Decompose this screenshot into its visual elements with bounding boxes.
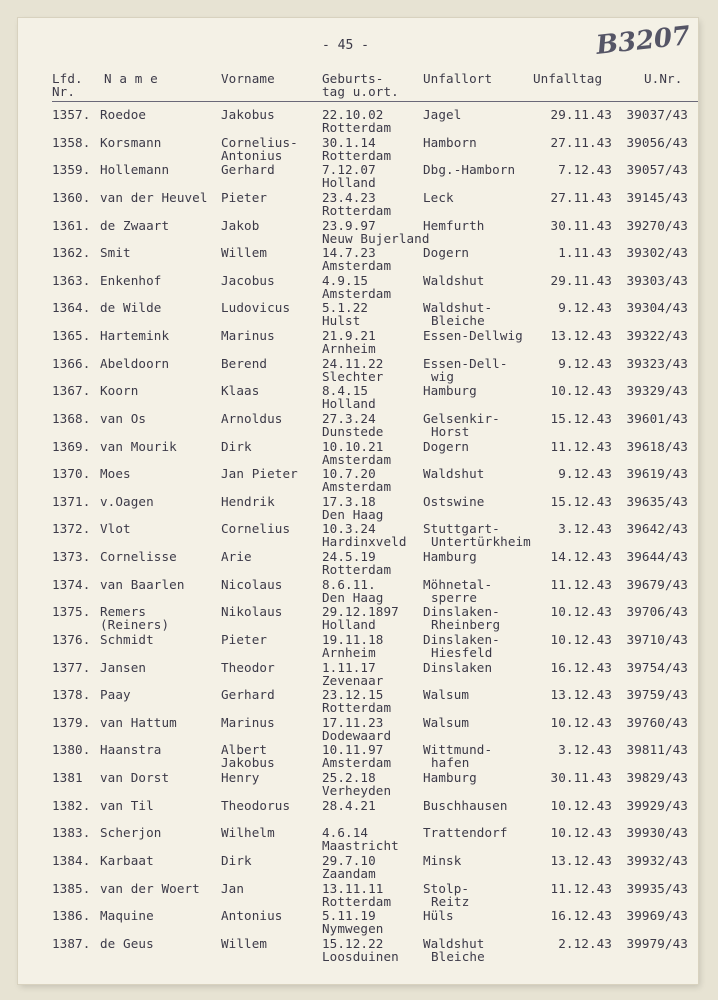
cell-gd: 17.11.23	[322, 715, 384, 730]
cell-name: de Wilde	[100, 300, 162, 315]
cell-unr: 39930/43	[626, 825, 688, 840]
cell-gd2: Arnheim	[322, 341, 376, 356]
cell-ort: Jagel	[423, 107, 462, 122]
cell-unr: 39329/43	[626, 383, 688, 398]
cell-name: Abeldoorn	[100, 356, 170, 371]
cell-nr: 1362.	[52, 245, 91, 260]
cell-vorname2: Antonius	[221, 148, 283, 163]
cell-unr: 39642/43	[626, 521, 688, 536]
cell-ort2: sperre	[431, 590, 478, 605]
cell-gd2: Rotterdam	[322, 120, 392, 135]
cell-ort: Minsk	[423, 853, 462, 868]
cell-ort: Essen-Dell-	[423, 356, 508, 371]
cell-gd: 23.4.23	[322, 190, 376, 205]
cell-tag: 1.11.43	[558, 245, 612, 260]
cell-tag: 30.11.43	[550, 770, 612, 785]
cell-nr: 1380.	[52, 742, 91, 757]
cell-name: Jansen	[100, 660, 147, 675]
cell-gd: 5.11.19	[322, 908, 376, 923]
cell-name: Korsmann	[100, 135, 162, 150]
cell-gd: 10.10.21	[322, 439, 384, 454]
cell-vorname: Antonius	[221, 908, 283, 923]
cell-ort: Hemfurth	[423, 218, 485, 233]
cell-ort: Gelsenkir-	[423, 411, 500, 426]
cell-unr: 39759/43	[626, 687, 688, 702]
cell-tag: 9.12.43	[558, 356, 612, 371]
cell-unr: 39302/43	[626, 245, 688, 260]
cell-gd2: Rotterdam	[322, 148, 392, 163]
header-name: N a m e	[104, 71, 158, 86]
cell-name: de Geus	[100, 936, 154, 951]
cell-vorname: Wilhelm	[221, 825, 275, 840]
cell-gd2: Holland	[322, 617, 376, 632]
cell-nr: 1383.	[52, 825, 91, 840]
cell-name: Schmidt	[100, 632, 154, 647]
cell-nr: 1363.	[52, 273, 91, 288]
cell-vorname: Jan Pieter	[221, 466, 298, 481]
cell-nr: 1358.	[52, 135, 91, 150]
cell-tag: 15.12.43	[550, 494, 612, 509]
cell-nr: 1371.	[52, 494, 91, 509]
cell-name: Cornelisse	[100, 549, 177, 564]
cell-gd2: Neuw Bujerland	[322, 231, 430, 246]
cell-unr: 39145/43	[626, 190, 688, 205]
cell-name: Hollemann	[100, 162, 170, 177]
cell-ort: Hamburg	[423, 383, 477, 398]
cell-gd2: Rotterdam	[322, 700, 392, 715]
cell-ort2: Reitz	[431, 894, 470, 909]
cell-tag: 10.12.43	[550, 798, 612, 813]
cell-ort: Leck	[423, 190, 454, 205]
cell-gd2: Rotterdam	[322, 562, 392, 577]
cell-gd: 10.3.24	[322, 521, 376, 536]
cell-unr: 39322/43	[626, 328, 688, 343]
cell-nr: 1373.	[52, 549, 91, 564]
cell-tag: 27.11.43	[550, 190, 612, 205]
cell-vorname: Marinus	[221, 328, 275, 343]
cell-gd: 30.1.14	[322, 135, 376, 150]
header-geburtstag-1: Geburts-	[322, 71, 384, 86]
cell-unr: 39618/43	[626, 439, 688, 454]
cell-tag: 14.12.43	[550, 549, 612, 564]
cell-unr: 39303/43	[626, 273, 688, 288]
cell-unr: 39601/43	[626, 411, 688, 426]
cell-gd: 27.3.24	[322, 411, 376, 426]
cell-ort: Buschhausen	[423, 798, 508, 813]
cell-gd: 28.4.21	[322, 798, 376, 813]
cell-gd2: Holland	[322, 396, 376, 411]
cell-nr: 1377.	[52, 660, 91, 675]
cell-gd2: Amsterdam	[322, 452, 392, 467]
cell-nr: 1361.	[52, 218, 91, 233]
cell-gd: 23.12.15	[322, 687, 384, 702]
cell-gd: 1.11.17	[322, 660, 376, 675]
cell-tag: 27.11.43	[550, 135, 612, 150]
cell-nr: 1378.	[52, 687, 91, 702]
cell-vorname: Albert	[221, 742, 268, 757]
cell-tag: 3.12.43	[558, 521, 612, 536]
cell-name: van der Woert	[100, 881, 200, 896]
cell-ort2: Horst	[431, 424, 470, 439]
cell-gd: 17.3.18	[322, 494, 376, 509]
cell-name: Scherjon	[100, 825, 162, 840]
cell-ort: Stuttgart-	[423, 521, 500, 536]
cell-tag: 7.12.43	[558, 162, 612, 177]
cell-unr: 39644/43	[626, 549, 688, 564]
cell-unr: 39932/43	[626, 853, 688, 868]
cell-unr: 39829/43	[626, 770, 688, 785]
cell-gd: 10.11.97	[322, 742, 384, 757]
cell-name: v.Oagen	[100, 494, 154, 509]
cell-vorname: Klaas	[221, 383, 260, 398]
cell-gd: 19.11.18	[322, 632, 384, 647]
cell-gd2: Dunstede	[322, 424, 384, 439]
cell-tag: 16.12.43	[550, 660, 612, 675]
header-rule	[52, 101, 698, 102]
cell-tag: 15.12.43	[550, 411, 612, 426]
cell-gd: 10.7.20	[322, 466, 376, 481]
cell-name: van Dorst	[100, 770, 170, 785]
cell-gd2: Slechter	[322, 369, 384, 384]
cell-gd2: Arnheim	[322, 645, 376, 660]
cell-nr: 1379.	[52, 715, 91, 730]
cell-gd: 24.5.19	[322, 549, 376, 564]
cell-gd2: Amsterdam	[322, 286, 392, 301]
cell-tag: 11.12.43	[550, 881, 612, 896]
cell-name: van Mourik	[100, 439, 177, 454]
cell-unr: 39760/43	[626, 715, 688, 730]
cell-name: van Hattum	[100, 715, 177, 730]
cell-name: Hartemink	[100, 328, 170, 343]
cell-ort: Waldshut	[423, 273, 485, 288]
cell-vorname: Jacobus	[221, 273, 275, 288]
cell-unr: 39969/43	[626, 908, 688, 923]
cell-ort: Dinslaken-	[423, 632, 500, 647]
cell-vorname: Jakobus	[221, 107, 275, 122]
cell-vorname: Hendrik	[221, 494, 275, 509]
cell-ort: Ostswine	[423, 494, 485, 509]
cell-tag: 10.12.43	[550, 632, 612, 647]
cell-vorname: Nikolaus	[221, 604, 283, 619]
header-unr: U.Nr.	[644, 71, 683, 86]
cell-tag: 11.12.43	[550, 439, 612, 454]
cell-nr: 1369.	[52, 439, 91, 454]
cell-name: van Os	[100, 411, 147, 426]
cell-gd: 7.12.07	[322, 162, 376, 177]
cell-unr: 39037/43	[626, 107, 688, 122]
cell-ort: Wittmund-	[423, 742, 493, 757]
cell-unr: 39057/43	[626, 162, 688, 177]
header-lfd: Lfd.	[52, 71, 83, 86]
cell-gd: 8.6.11.	[322, 577, 376, 592]
cell-ort2: hafen	[431, 755, 470, 770]
cell-gd: 15.12.22	[322, 936, 384, 951]
cell-name: Remers	[100, 604, 147, 619]
cell-ort: Hamburg	[423, 770, 477, 785]
cell-vorname: Jan	[221, 881, 245, 896]
handwritten-annotation: B3207	[594, 21, 692, 61]
cell-name: van der Heuvel	[100, 190, 208, 205]
cell-ort: Dbg.-Hamborn	[423, 162, 516, 177]
cell-vorname: Gerhard	[221, 162, 275, 177]
cell-nr: 1374.	[52, 577, 91, 592]
cell-gd2: Hulst	[322, 313, 361, 328]
cell-name: Roedoe	[100, 107, 147, 122]
cell-nr: 1376.	[52, 632, 91, 647]
cell-ort: Waldshut	[423, 466, 485, 481]
cell-name: Enkenhof	[100, 273, 162, 288]
cell-unr: 39635/43	[626, 494, 688, 509]
cell-vorname: Pieter	[221, 190, 268, 205]
cell-ort: Dinslaken	[423, 660, 493, 675]
cell-ort: Hüls	[423, 908, 454, 923]
cell-nr: 1367.	[52, 383, 91, 398]
cell-nr: 1370.	[52, 466, 91, 481]
cell-unr: 39270/43	[626, 218, 688, 233]
cell-name: de Zwaart	[100, 218, 170, 233]
cell-tag: 13.12.43	[550, 328, 612, 343]
cell-vorname: Jakob	[221, 218, 260, 233]
cell-unr: 39706/43	[626, 604, 688, 619]
cell-nr: 1364.	[52, 300, 91, 315]
cell-unr: 39935/43	[626, 881, 688, 896]
cell-tag: 13.12.43	[550, 687, 612, 702]
cell-vorname: Willem	[221, 936, 268, 951]
cell-name: van Baarlen	[100, 577, 185, 592]
cell-ort: Essen-Dellwig	[423, 328, 523, 343]
cell-nr: 1366.	[52, 356, 91, 371]
cell-ort2: Bleiche	[431, 949, 485, 964]
cell-nr: 1359.	[52, 162, 91, 177]
cell-ort: Dogern	[423, 439, 470, 454]
cell-tag: 2.12.43	[558, 936, 612, 951]
cell-unr: 39323/43	[626, 356, 688, 371]
header-vorname: Vorname	[221, 71, 275, 86]
cell-unr: 39811/43	[626, 742, 688, 757]
cell-gd2: Amsterdam	[322, 479, 392, 494]
cell-gd2: Amsterdam	[322, 258, 392, 273]
cell-gd: 29.12.1897	[322, 604, 399, 619]
cell-ort: Dinslaken-	[423, 604, 500, 619]
cell-ort: Walsum	[423, 687, 470, 702]
cell-nr: 1365.	[52, 328, 91, 343]
header-geburtstag-2: tag u.ort.	[322, 84, 399, 99]
cell-nr: 1375.	[52, 604, 91, 619]
cell-tag: 29.11.43	[550, 273, 612, 288]
cell-unr: 39979/43	[626, 936, 688, 951]
cell-gd2: Maastricht	[322, 838, 399, 853]
cell-tag: 10.12.43	[550, 604, 612, 619]
header-unfallort: Unfallort	[423, 71, 493, 86]
cell-gd: 25.2.18	[322, 770, 376, 785]
cell-unr: 39754/43	[626, 660, 688, 675]
cell-nr: 1372.	[52, 521, 91, 536]
cell-nr: 1382.	[52, 798, 91, 813]
cell-ort: Möhnetal-	[423, 577, 493, 592]
cell-vorname: Marinus	[221, 715, 275, 730]
cell-gd: 8.4.15	[322, 383, 369, 398]
cell-name: Moes	[100, 466, 131, 481]
cell-nr: 1387.	[52, 936, 91, 951]
cell-ort2: Untertürkheim	[431, 534, 531, 549]
cell-tag: 11.12.43	[550, 577, 612, 592]
cell-vorname: Dirk	[221, 439, 252, 454]
cell-ort: Hamburg	[423, 549, 477, 564]
cell-unr: 39929/43	[626, 798, 688, 813]
cell-vorname: Ludovicus	[221, 300, 291, 315]
cell-gd2: Den Haag	[322, 507, 384, 522]
cell-ort: Dogern	[423, 245, 470, 260]
cell-name2: (Reiners)	[100, 617, 170, 632]
cell-tag: 16.12.43	[550, 908, 612, 923]
cell-name: Vlot	[100, 521, 131, 536]
cell-vorname: Pieter	[221, 632, 268, 647]
cell-vorname2: Jakobus	[221, 755, 275, 770]
cell-tag: 29.11.43	[550, 107, 612, 122]
cell-vorname: Arnoldus	[221, 411, 283, 426]
cell-gd: 23.9.97	[322, 218, 376, 233]
cell-unr: 39304/43	[626, 300, 688, 315]
cell-tag: 3.12.43	[558, 742, 612, 757]
cell-gd2: Rotterdam	[322, 203, 392, 218]
cell-name: Maquine	[100, 908, 154, 923]
cell-nr: 1384.	[52, 853, 91, 868]
cell-gd2: Dodewaard	[322, 728, 392, 743]
cell-nr: 1386.	[52, 908, 91, 923]
header-unfalltag: Unfalltag	[533, 71, 603, 86]
cell-vorname: Arie	[221, 549, 252, 564]
cell-gd: 21.9.21	[322, 328, 376, 343]
cell-gd2: Amsterdam	[322, 755, 392, 770]
cell-gd: 5.1.22	[322, 300, 369, 315]
cell-tag: 10.12.43	[550, 383, 612, 398]
cell-tag: 13.12.43	[550, 853, 612, 868]
cell-nr: 1357.	[52, 107, 91, 122]
cell-tag: 30.11.43	[550, 218, 612, 233]
cell-vorname: Henry	[221, 770, 260, 785]
cell-ort: Stolp-	[423, 881, 470, 896]
cell-vorname: Berend	[221, 356, 268, 371]
cell-gd2: Den Haag	[322, 590, 384, 605]
cell-ort: Hamborn	[423, 135, 477, 150]
cell-vorname: Cornelius-	[221, 135, 298, 150]
cell-ort2: Hiesfeld	[431, 645, 493, 660]
cell-ort: Walsum	[423, 715, 470, 730]
cell-gd2: Nymwegen	[322, 921, 384, 936]
cell-ort: Trattendorf	[423, 825, 508, 840]
cell-unr: 39679/43	[626, 577, 688, 592]
cell-gd: 13.11.11	[322, 881, 384, 896]
cell-gd2: Hardinxveld	[322, 534, 407, 549]
cell-tag: 9.12.43	[558, 466, 612, 481]
cell-tag: 9.12.43	[558, 300, 612, 315]
cell-unr: 39056/43	[626, 135, 688, 150]
cell-gd: 29.7.10	[322, 853, 376, 868]
header-nr: Nr.	[52, 84, 76, 99]
cell-gd2: Rotterdam	[322, 894, 392, 909]
cell-gd2: Zevenaar	[322, 673, 384, 688]
cell-gd: 14.7.23	[322, 245, 376, 260]
cell-vorname: Gerhard	[221, 687, 275, 702]
cell-tag: 10.12.43	[550, 715, 612, 730]
cell-vorname: Theodorus	[221, 798, 291, 813]
cell-unr: 39619/43	[626, 466, 688, 481]
cell-name: Haanstra	[100, 742, 162, 757]
cell-gd2: Loosduinen	[322, 949, 399, 964]
cell-name: Karbaat	[100, 853, 154, 868]
cell-unr: 39710/43	[626, 632, 688, 647]
cell-gd2: Verheyden	[322, 783, 392, 798]
cell-nr: 1385.	[52, 881, 91, 896]
cell-gd2: Holland	[322, 175, 376, 190]
cell-ort: Waldshut	[423, 936, 485, 951]
cell-gd: 4.9.15	[322, 273, 369, 288]
cell-ort2: wig	[431, 369, 455, 384]
cell-tag: 10.12.43	[550, 825, 612, 840]
cell-vorname: Dirk	[221, 853, 252, 868]
cell-name: van Til	[100, 798, 154, 813]
cell-nr: 1381	[52, 770, 83, 785]
cell-nr: 1360.	[52, 190, 91, 205]
cell-gd2: Zaandam	[322, 866, 376, 881]
cell-nr: 1368.	[52, 411, 91, 426]
cell-ort2: Rheinberg	[431, 617, 501, 632]
cell-gd: 4.6.14	[322, 825, 369, 840]
cell-vorname: Cornelius	[221, 521, 291, 536]
cell-vorname: Theodor	[221, 660, 275, 675]
cell-name: Koorn	[100, 383, 139, 398]
cell-vorname: Nicolaus	[221, 577, 283, 592]
cell-ort: Waldshut-	[423, 300, 493, 315]
cell-ort2: Bleiche	[431, 313, 485, 328]
cell-name: Smit	[100, 245, 131, 260]
cell-gd: 24.11.22	[322, 356, 384, 371]
cell-vorname: Willem	[221, 245, 268, 260]
page-number: - 45 -	[322, 38, 369, 53]
cell-name: Paay	[100, 687, 131, 702]
cell-gd: 22.10.02	[322, 107, 384, 122]
